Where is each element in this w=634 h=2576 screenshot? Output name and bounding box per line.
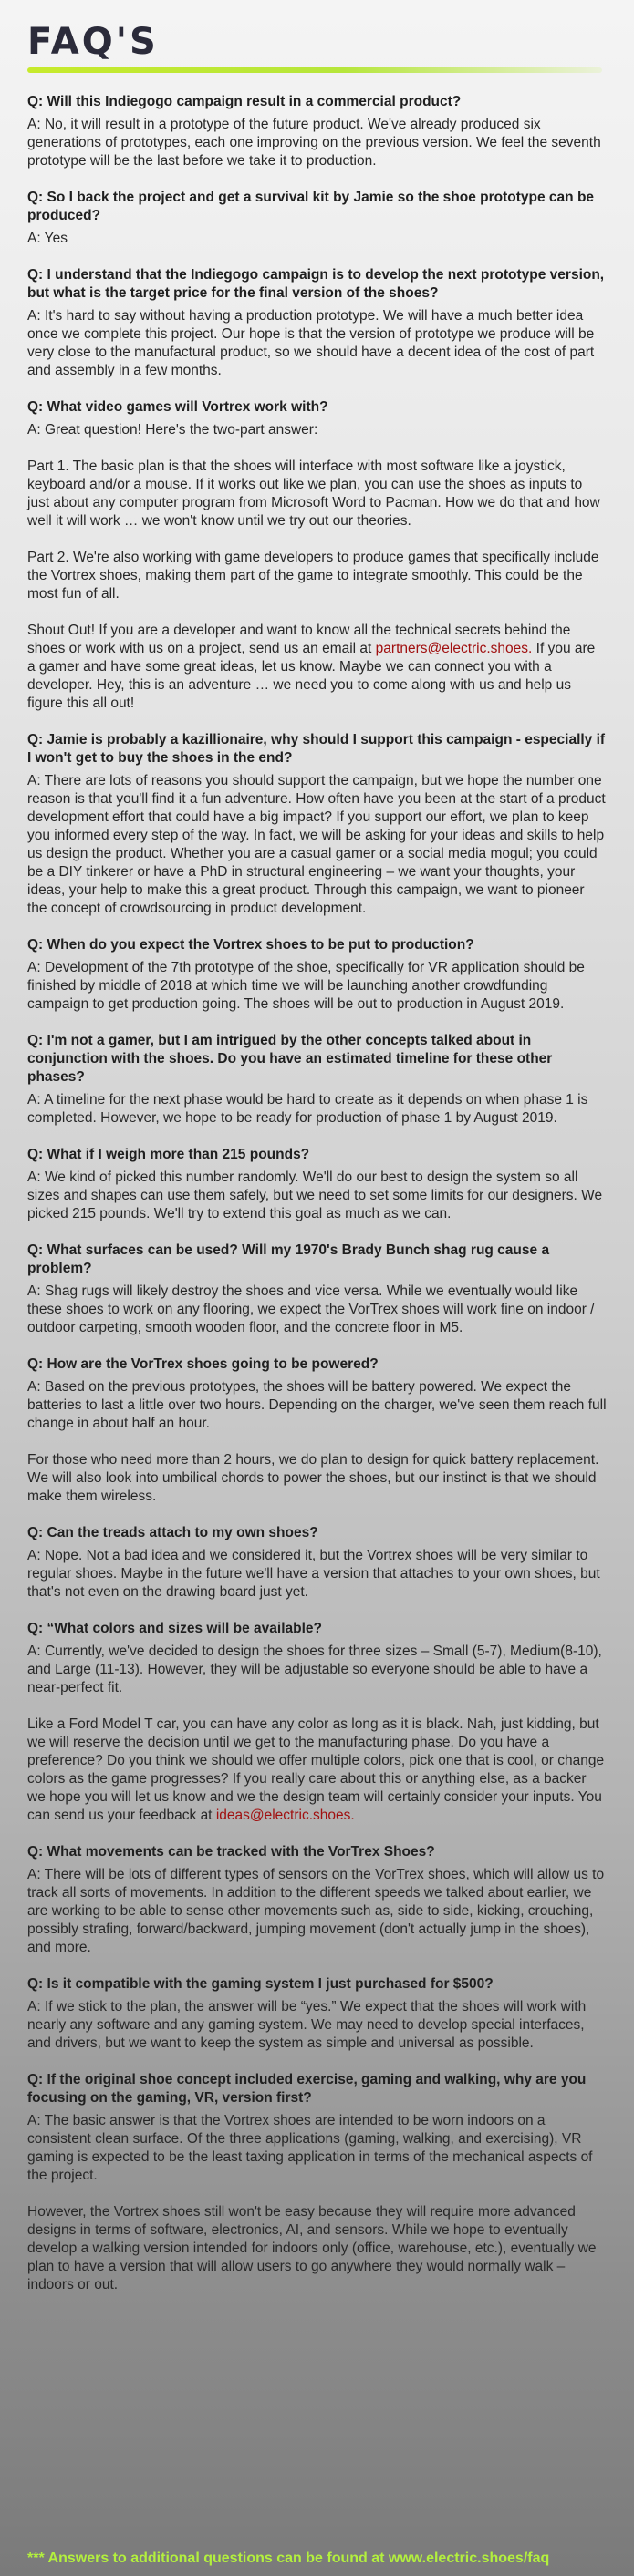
faq-answer-paragraph bbox=[27, 116, 607, 170]
faq-answer-paragraph bbox=[27, 549, 607, 603]
faq-question: Q: When do you expect the Vortrex shoes to be put to production? bbox=[27, 937, 474, 953]
answer-text: A: A timeline for the next phase would be hard to create as it depends on when phase 1 is completed. However, we hope to be ready for production of phase 1 by August 2019. bbox=[27, 1092, 588, 1126]
faq-answer-paragraph bbox=[27, 1716, 607, 1825]
faq-answer-paragraph bbox=[27, 458, 607, 531]
faq-item bbox=[27, 2071, 607, 2294]
answer-text: A: No, it will result in a prototype of the future product. We've already produced six generations of prototypes, each one improving on the previous version. We feel the seventh prototype will be the last before we take it to production. bbox=[27, 117, 601, 169]
answer-text: However, the Vortrex shoes still won't be easy because they will require more advanced designs in terms of software, electronics, AI, and sensors. While we hope to eventually develop a walking version intended for indoors only (office, warehouse, etc.), eventually we plan to have a version that will allow users to go anywhere they would normally walk – indoors or out. bbox=[27, 2204, 597, 2293]
faq-question: Q: What if I weigh more than 215 pounds? bbox=[27, 1147, 310, 1162]
faq-answer-paragraph bbox=[27, 2203, 607, 2294]
faq-answer-paragraph bbox=[27, 230, 607, 248]
faq-item bbox=[27, 1242, 607, 1337]
faq-question: Q: What movements can be tracked with the VorTrex Shoes? bbox=[27, 1844, 435, 1860]
faq-item bbox=[27, 398, 607, 713]
faq-item bbox=[27, 1843, 607, 1957]
faq-answer-paragraph bbox=[27, 1451, 607, 1506]
footer-note: *** Answers to additional questions can be found at www.electric.shoes/faq bbox=[27, 2550, 550, 2566]
faq-question: Q: What video games will Vortrex work with? bbox=[27, 399, 328, 415]
answer-text: A: Development of the 7th prototype of the shoe, specifically for VR application should be finished by middle of 2018 at which time we will be launching another crowdfunding campaign to get production going. The shoes will be out to production in August 2019. bbox=[27, 960, 585, 1012]
faq-answer-paragraph bbox=[27, 959, 607, 1014]
faq-answer-paragraph bbox=[27, 1547, 607, 1602]
faq-question: Q: How are the VorTrex shoes going to be powered? bbox=[27, 1356, 379, 1372]
faq-question: Q: “What colors and sizes will be available? bbox=[27, 1621, 323, 1636]
faq-answer-paragraph bbox=[27, 1643, 607, 1697]
answer-text: A: There will be lots of different types of sensors on the VorTrex shoes, which will allow us to track all sorts of movements. In addition to the different speeds we talked about earlier, we are working to be able to sense other movements such as, side to side, kicking, crouching, possibly strafing, forward/backward, jumping movement (don't actually jump in the shoes), and more. bbox=[27, 1867, 605, 1955]
faq-item bbox=[27, 93, 607, 170]
answer-text: A: Currently, we've decided to design the shoes for three sizes – Small (5-7), Medium(8-10), and Large (11-13). However, they will be adjustable so everyone should be able to have a near-perfect fit. bbox=[27, 1643, 602, 1695]
faq-question: Q: I understand that the Indiegogo campaign is to develop the next prototype version, but what is the target price for the final version of the shoes? bbox=[27, 267, 605, 301]
page-title: FAQ'S bbox=[27, 21, 159, 63]
faq-answer-paragraph bbox=[27, 1169, 607, 1223]
faq-item bbox=[27, 731, 607, 918]
answer-text: Part 1. The basic plan is that the shoes will interface with most software like a joystick, keyboard and/or a mouse. If it works out like we plan, you can use the shoes as inputs to just about any computer program from Microsoft Word to Pacman. How we do that and how well it will work … we won't know until we try out our theories. bbox=[27, 459, 600, 529]
faq-question: Q: So I back the project and get a survival kit by Jamie so the shoe prototype can be produced? bbox=[27, 190, 595, 223]
answer-text: A: Shag rugs will likely destroy the shoes and vice versa. While we eventually would like these shoes to work on any flooring, we expect the VorTrex shoes will work fine on indoor / outdoor carpeting, smooth wooden floor, and the concrete floor in M5. bbox=[27, 1283, 595, 1335]
header bbox=[0, 0, 634, 88]
answer-text: If you are a gamer and have some great ideas, let us know. Maybe we can connect you with a developer. Hey, this is an adventure … we need you to come along with us and help us figure this all out! bbox=[27, 641, 596, 711]
answer-text: A: The basic answer is that the Vortrex shoes are intended to be worn indoors on a consistent clean surface. Of the three applications (gaming, walking, and exercising), VR gaming is expected to be the least taxing application in terms of the mechanical aspects of the project. bbox=[27, 2113, 593, 2183]
answer-text: A: There are lots of reasons you should support the campaign, but we hope the number one reason is that you'll find it a fun adventure. How often have you been at the start of a product development effort that could have a big impact? If you support our effort, we plan to keep you informed every step of the way. In fact, we will be asking for your ideas and skills to help us design the product. Whether you are a casual gamer or a social media mogul; you could be a DIY tinkerer or have a PhD in structural engineering – we want your thoughts, your ideas, your help to make this a great product. Through this campaign, we want to pioneer the concept of crowdsourcing in product development. bbox=[27, 773, 606, 916]
faq-answer-paragraph bbox=[27, 2112, 607, 2185]
answer-text: A: Yes bbox=[27, 231, 68, 246]
answer-text: A: Great question! Here's the two-part answer: bbox=[27, 422, 318, 438]
answer-text: A: Based on the previous prototypes, the shoes will be battery powered. We expect the batteries to last a little over two hours. Depending on the charger, we've seen them reach full change in about half an hour. bbox=[27, 1379, 607, 1431]
faq-question: Q: What surfaces can be used? Will my 1970's Brady Bunch shag rug cause a problem? bbox=[27, 1242, 550, 1276]
answer-text: A: If we stick to the plan, the answer will be “yes.” We expect that the shoes will work with nearly any software and any gaming system. We may need to develop special interfaces, and drivers, but we want to keep the system as simple and universal as possible. bbox=[27, 1999, 587, 2051]
faq-answer-paragraph bbox=[27, 421, 607, 439]
answer-text: Shout Out! If you are a developer and want to know all the technical secrets behind the shoes or work with us on a project, send us an email at bbox=[27, 623, 571, 656]
faq-item bbox=[27, 1975, 607, 2053]
faq-answer-paragraph bbox=[27, 1866, 607, 1957]
faq-item bbox=[27, 1524, 607, 1602]
faq-list bbox=[27, 93, 607, 2313]
faq-answer-paragraph bbox=[27, 307, 607, 380]
faq-item bbox=[27, 1032, 607, 1128]
answer-text: Part 2. We're also working with game developers to produce games that specifically include the Vortrex shoes, making them part of the game to integrate smoothly. This could be the most fun of all. bbox=[27, 550, 599, 602]
faq-question: Q: Can the treads attach to my own shoes? bbox=[27, 1525, 318, 1540]
faq-question: Q: Will this Indiegogo campaign result in a commercial product? bbox=[27, 94, 462, 109]
faq-question: Q: Is it compatible with the gaming system I just purchased for $500? bbox=[27, 1976, 494, 1992]
faq-item bbox=[27, 1620, 607, 1825]
faq-item bbox=[27, 189, 607, 248]
title-underline bbox=[27, 67, 602, 73]
answer-text: Like a Ford Model T car, you can have any color as long as it is black. Nah, just kidding, but we will reserve the decision until we get to the manufacturing phase. Do you have a preference? Do you think we should we offer multiple colors, pick one that is cool, or change colors as the game progresses? If you really care about this or anything else, as a backer we hope you will let us know and we the design team will certainly consider your inputs. You can send us your feedback at bbox=[27, 1716, 605, 1823]
answer-text: For those who need more than 2 hours, we do plan to design for quick battery replacement. We will also look into umbilical chords to power the shoes, but our instinct is that we should make them wireless. bbox=[27, 1452, 599, 1504]
faq-item bbox=[27, 936, 607, 1014]
faq-answer-paragraph bbox=[27, 1378, 607, 1433]
faq-answer-paragraph bbox=[27, 772, 607, 918]
answer-text: A: It's hard to say without having a production prototype. We will have a much better idea once we complete this project. Our hope is that the version of prototype we produce will be very close to the manufactural product, so we should have a decent idea of the cost of part and assembly in a few months. bbox=[27, 308, 595, 378]
faq-answer-paragraph bbox=[27, 1283, 607, 1337]
faq-item bbox=[27, 266, 607, 380]
email-link[interactable]: ideas@electric.shoes. bbox=[215, 1808, 355, 1823]
faq-item bbox=[27, 1146, 607, 1223]
faq-question: Q: I'm not a gamer, but I am intrigued by the other concepts talked about in conjunction with the shoes. Do you have an estimated timeline for these other phases? bbox=[27, 1033, 553, 1085]
faq-answer-paragraph bbox=[27, 1091, 607, 1128]
faq-answer-paragraph bbox=[27, 622, 607, 713]
faq-item bbox=[27, 1355, 607, 1506]
faq-answer-paragraph bbox=[27, 1998, 607, 2053]
email-link[interactable]: partners@electric.shoes. bbox=[375, 641, 533, 656]
answer-text: A: Nope. Not a bad idea and we considered it, but the Vortrex shoes will be very similar to regular shoes. Maybe in the future we'll have a version that attaches to your own shoes, but that's not even on the drawing board just yet. bbox=[27, 1548, 600, 1600]
faq-question: Q: If the original shoe concept included exercise, gaming and walking, why are you focusing on the gaming, VR, version first? bbox=[27, 2072, 587, 2106]
answer-text: A: We kind of picked this number randomly. We'll do our best to design the system so all sizes and shapes can use them safely, but we need to set some limits for our designers. We picked 215 pounds. We'll try to extend this goal as much as we can. bbox=[27, 1170, 603, 1221]
faq-question: Q: Jamie is probably a kazillionaire, why should I support this campaign - especially if I won't get to buy the shoes in the end? bbox=[27, 732, 606, 766]
